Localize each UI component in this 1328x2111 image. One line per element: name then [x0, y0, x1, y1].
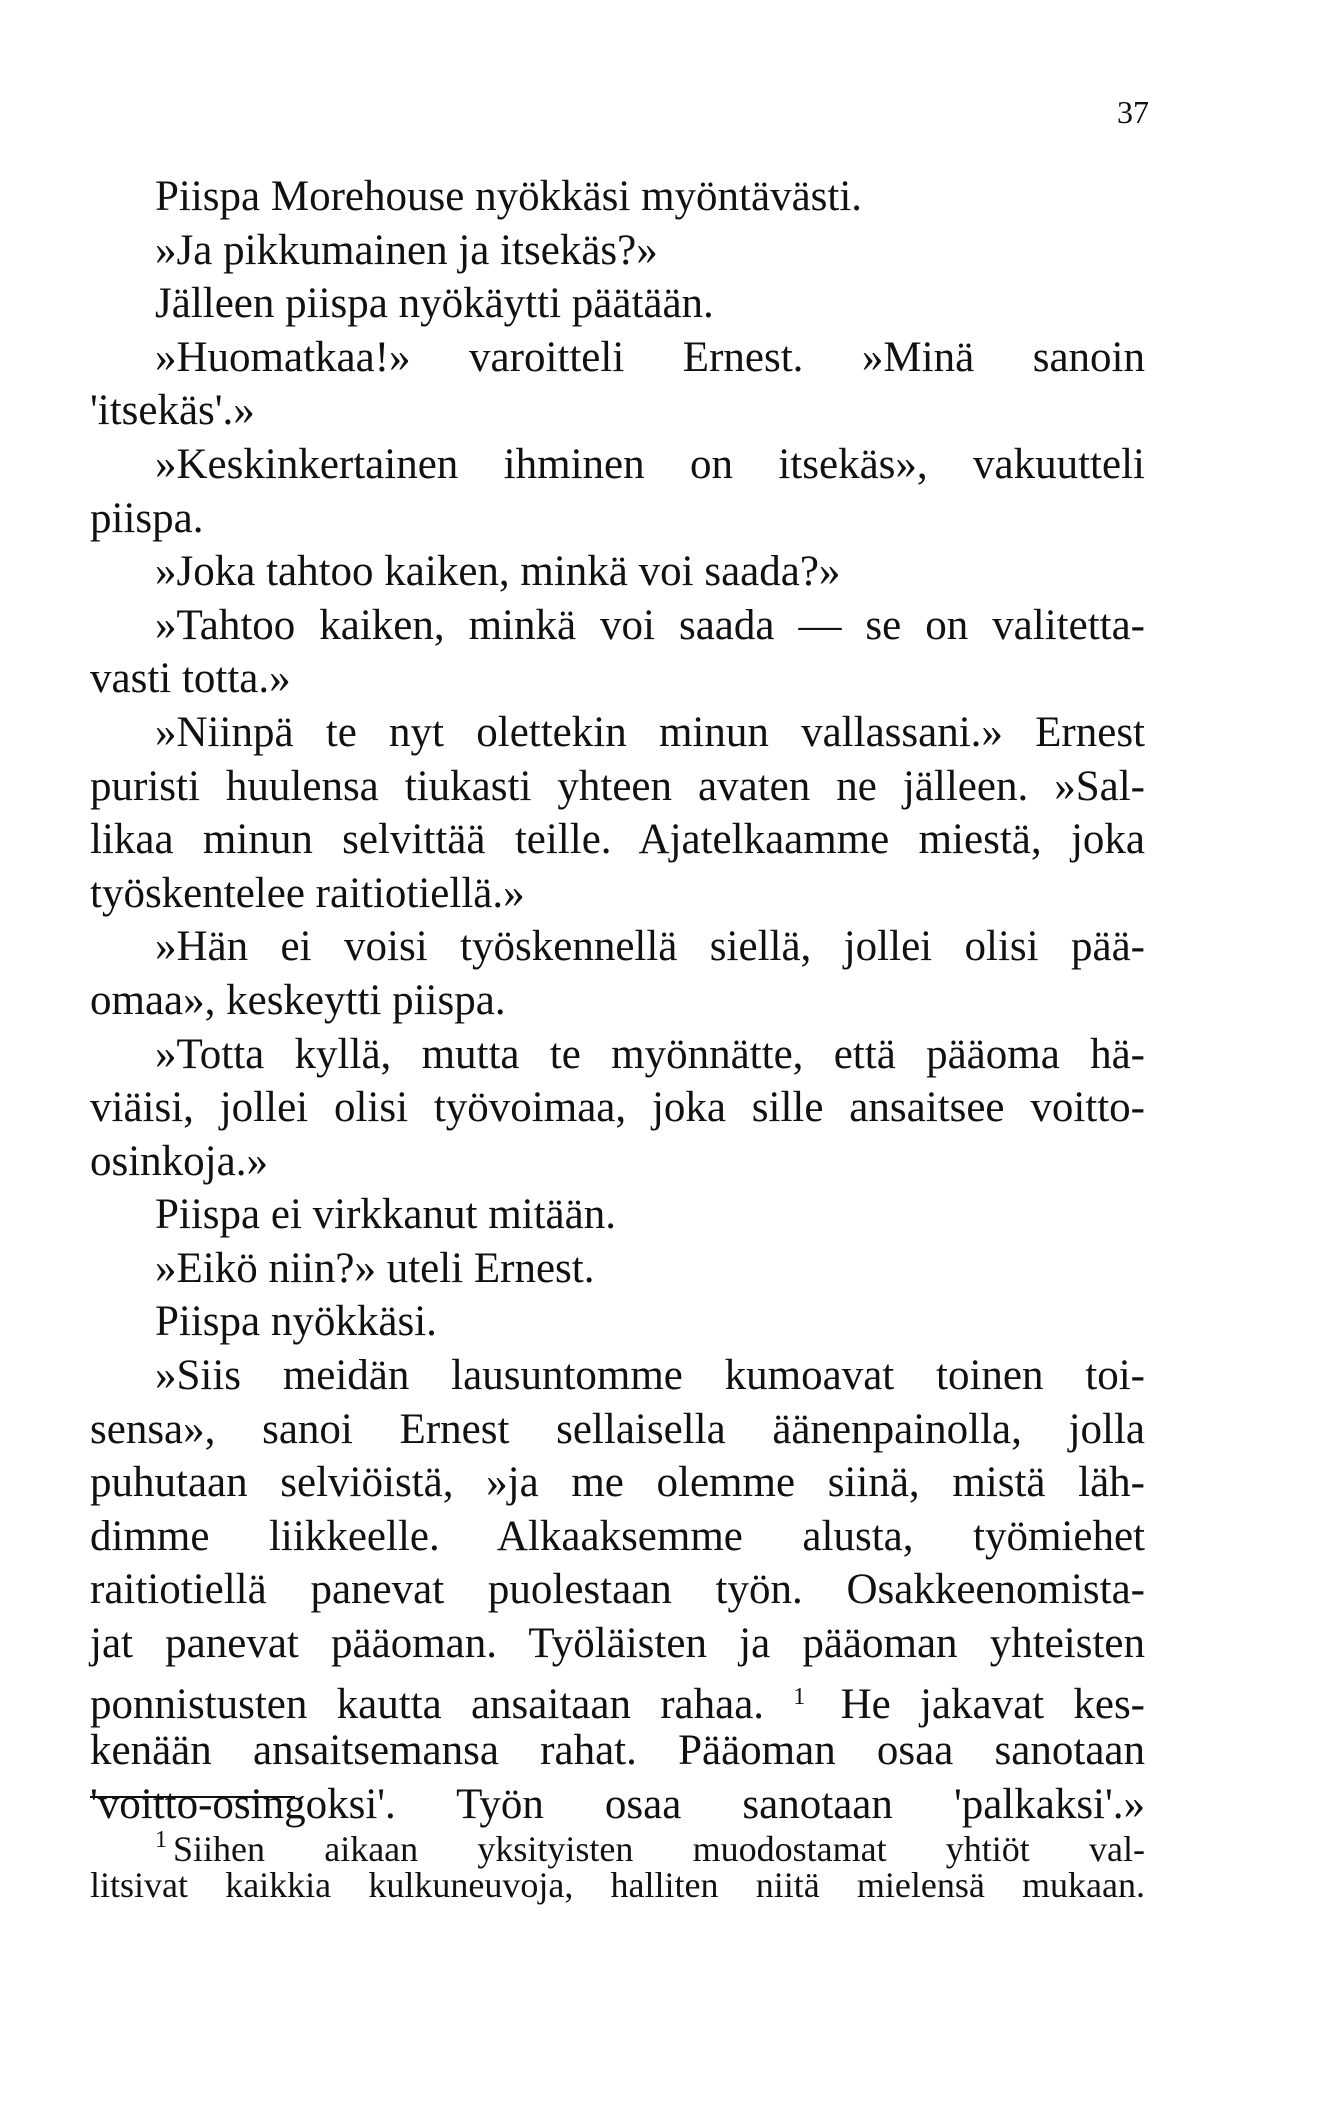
- text-line: sensa», sanoi Ernest sellaisella äänenpainolla, jolla: [90, 1405, 1145, 1453]
- text-line: piispa.: [90, 494, 204, 542]
- text-line: puristi huulensa tiukasti yhteen avaten ne jälleen. »Sal-: [90, 762, 1145, 810]
- footnote-divider: [90, 1796, 295, 1798]
- text-line: »Eikö niin?» uteli Ernest.: [155, 1244, 595, 1292]
- text-line: puhutaan selviöistä, »ja me olemme siinä, mistä läh-: [90, 1459, 1145, 1507]
- text-line: 'voitto-osingoksi'. Työn osaa sanotaan 'palkaksi'.»: [90, 1780, 1145, 1828]
- text-line: »Hän ei voisi työskennellä siellä, jollei olisi pää-: [155, 923, 1145, 971]
- footnote-line: litsivat kaikkia kulkuneuvoja, halliten niitä mielensä mukaan.: [90, 1865, 1145, 1905]
- text-line: »Niinpä te nyt olettekin minun vallassani.» Ernest: [155, 708, 1145, 756]
- text-line: Piispa ei virkkanut mitään.: [155, 1191, 616, 1239]
- text-line: omaa», keskeytti piispa.: [90, 976, 506, 1024]
- text-line: dimme liikkeelle. Alkaaksemme alusta, työmiehet: [90, 1512, 1145, 1560]
- text-fragment: He jakavat kes-: [840, 1680, 1146, 1728]
- text-fragment: ponnistusten kautta ansaitaan rahaa.: [90, 1680, 765, 1728]
- text-line: Piispa Morehouse nyökkäsi myöntävästi.: [155, 173, 863, 220]
- body-text: [90, 170, 1145, 1831]
- text-line: »Keskinkertainen ihminen on itsekäs», vakuutteli: [155, 440, 1145, 488]
- text-line: työskentelee raitiotiellä.»: [90, 869, 525, 917]
- text-line: kenään ansaitsemansa rahat. Pääoman osaa sanotaan: [90, 1727, 1145, 1775]
- footnote-text: Siihen aikaan yksityisten muodostamat yhtiöt val-: [173, 1829, 1145, 1869]
- footnote: [90, 1818, 1145, 1908]
- text-line: viäisi, jollei olisi työvoimaa, joka sille ansaitsee voitto-: [90, 1084, 1145, 1132]
- text-line: likaa minun selvittää teille. Ajatelkaamme miestä, joka: [90, 816, 1145, 864]
- footnote-mark: 1: [155, 1827, 167, 1853]
- text-line: vasti totta.»: [90, 655, 291, 703]
- text-line: raitiotiellä panevat puolestaan työn. Osakkeenomista-: [90, 1566, 1145, 1614]
- page-number: 37: [1117, 94, 1149, 130]
- footnote-reference: 1: [793, 1683, 806, 1710]
- footnote-line: [90, 1818, 1145, 1869]
- text-line: jat panevat pääoman. Työläisten ja pääoman yhteisten: [90, 1620, 1145, 1668]
- text-line: »Joka tahtoo kaiken, minkä voi saada?»: [155, 548, 841, 596]
- text-line: 'itsekäs'.»: [90, 387, 255, 435]
- text-line: »Siis meidän lausuntomme kumoavat toinen toi-: [155, 1352, 1145, 1400]
- text-line-with-footnote: [90, 1671, 1146, 1728]
- text-line: »Huomatkaa!» varoitteli Ernest. »Minä sanoin: [155, 333, 1145, 381]
- text-line: Piispa nyökkäsi.: [155, 1298, 437, 1346]
- text-line: »Totta kyllä, mutta te myönnätte, että pääoma hä-: [155, 1030, 1145, 1078]
- text-line: »Ja pikkumainen ja itsekäs?»: [155, 226, 658, 274]
- text-line: Jälleen piispa nyökäytti päätään.: [155, 280, 714, 328]
- text-line: osinkoja.»: [90, 1137, 268, 1185]
- text-line: »Tahtoo kaiken, minkä voi saada — se on valitetta-: [155, 601, 1145, 649]
